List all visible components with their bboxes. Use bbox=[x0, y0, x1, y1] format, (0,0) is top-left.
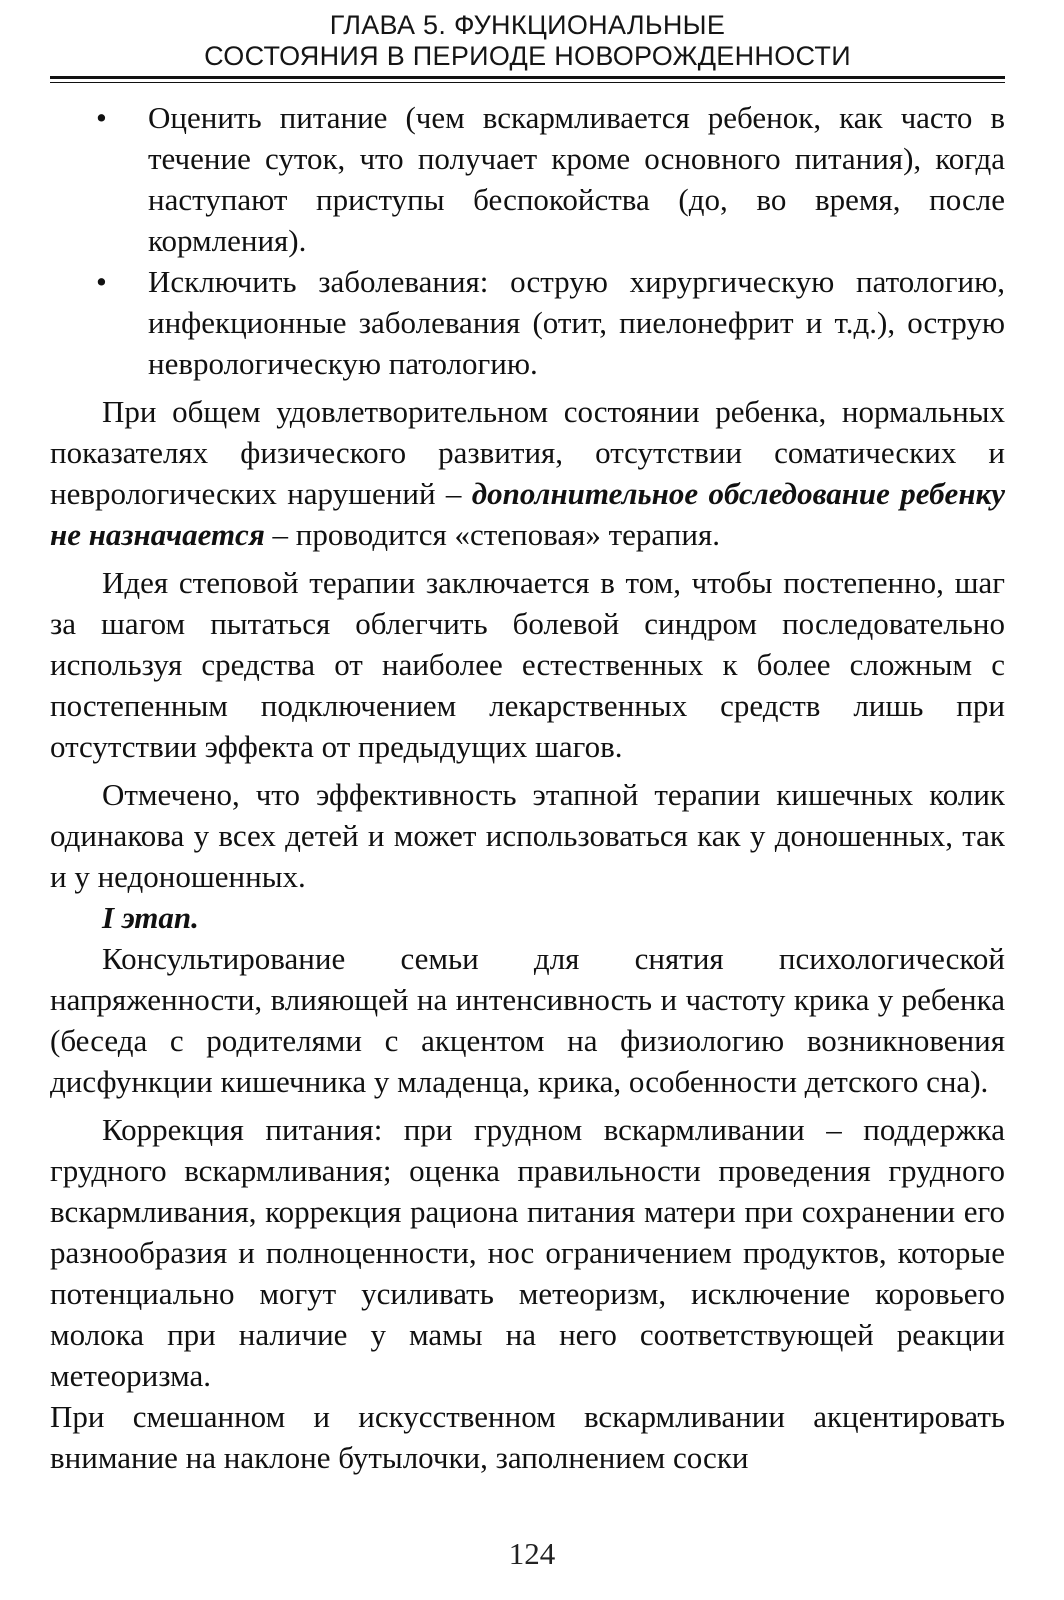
paragraph-6: При смешанном и искусственном вскармливании акцентировать внимание на наклоне бутылочки, заполнением соски bbox=[50, 1399, 1005, 1475]
header-line-1: ГЛАВА 5. ФУНКЦИОНАЛЬНЫЕ bbox=[329, 10, 726, 40]
paragraph-2: Идея степовой терапии заключается в том, чтобы постепенно, шаг за шагом пытаться облегчить болевой синдром последовательно используя средства от наиболее естественных к более сложным с постепенным подключением лекарственных средств лишь при отсутствии эффекта от предыдущих шагов. bbox=[50, 565, 1005, 764]
bullet-item bbox=[50, 97, 1005, 261]
paragraph-5: Коррекция питания: при грудном вскармливании – поддержка грудного вскармливания; оценка правильности проведения грудного вскармливания, коррекция рациона питания матери при сохранении его разнообразия и полноценности, нос ограничением продуктов, которые потенциально могут усиливать метеоризм, исключение коровьего молока при наличие у мамы на него соответствующей реакции метеоризма. bbox=[50, 1112, 1005, 1393]
paragraph-1 bbox=[50, 391, 1005, 555]
page-number: 124 bbox=[508, 1536, 556, 1571]
header-line-2: СОСТОЯНИЯ В ПЕРИОДЕ НОВОРОЖДЕННОСТИ bbox=[204, 41, 851, 71]
body-text bbox=[50, 97, 1005, 1478]
running-header bbox=[50, 10, 1005, 72]
header-rule bbox=[50, 76, 1005, 83]
paragraph-4: Консультирование семьи для снятия психологической напряженности, влияющей на интенсивность и частоту крика у ребенка (беседа с родителями с акцентом на физиологию возникновения дисфункции кишечника у младенца, крика, особенности детского сна). bbox=[50, 941, 1005, 1099]
paragraph-1-text: При общем удовлетворительном состоянии ребенка, нормальных показателях физического развития, отсутствии соматических и неврологических нарушений – bbox=[50, 394, 1005, 511]
bullet-item bbox=[50, 261, 1005, 384]
bullet-icon: • bbox=[96, 100, 107, 135]
stage-heading: I этап. bbox=[102, 900, 199, 935]
paragraph-3: Отмечено, что эффективность этапной терапии кишечных колик одинакова у всех детей и может использоваться как у доношенных, так и у недоношенных. bbox=[50, 777, 1005, 894]
bullet-text: Оценить питание (чем вскармливается ребенок, как часто в течение суток, что получает кроме основного питания), когда наступают приступы беспокойства (до, во время, после кормления). bbox=[148, 100, 1005, 258]
bullet-icon: • bbox=[96, 264, 107, 299]
page bbox=[50, 10, 1005, 1478]
bullet-text: Исключить заболевания: острую хирургическую патологию, инфекционные заболевания (отит, пиелонефрит и т.д.), острую неврологическую патологию. bbox=[148, 264, 1005, 381]
paragraph-1-tail: – проводится «степовая» терапия. bbox=[264, 517, 720, 552]
paragraph-1-emphasis: дополнительное обследование ребенку не назначается bbox=[50, 476, 1005, 552]
